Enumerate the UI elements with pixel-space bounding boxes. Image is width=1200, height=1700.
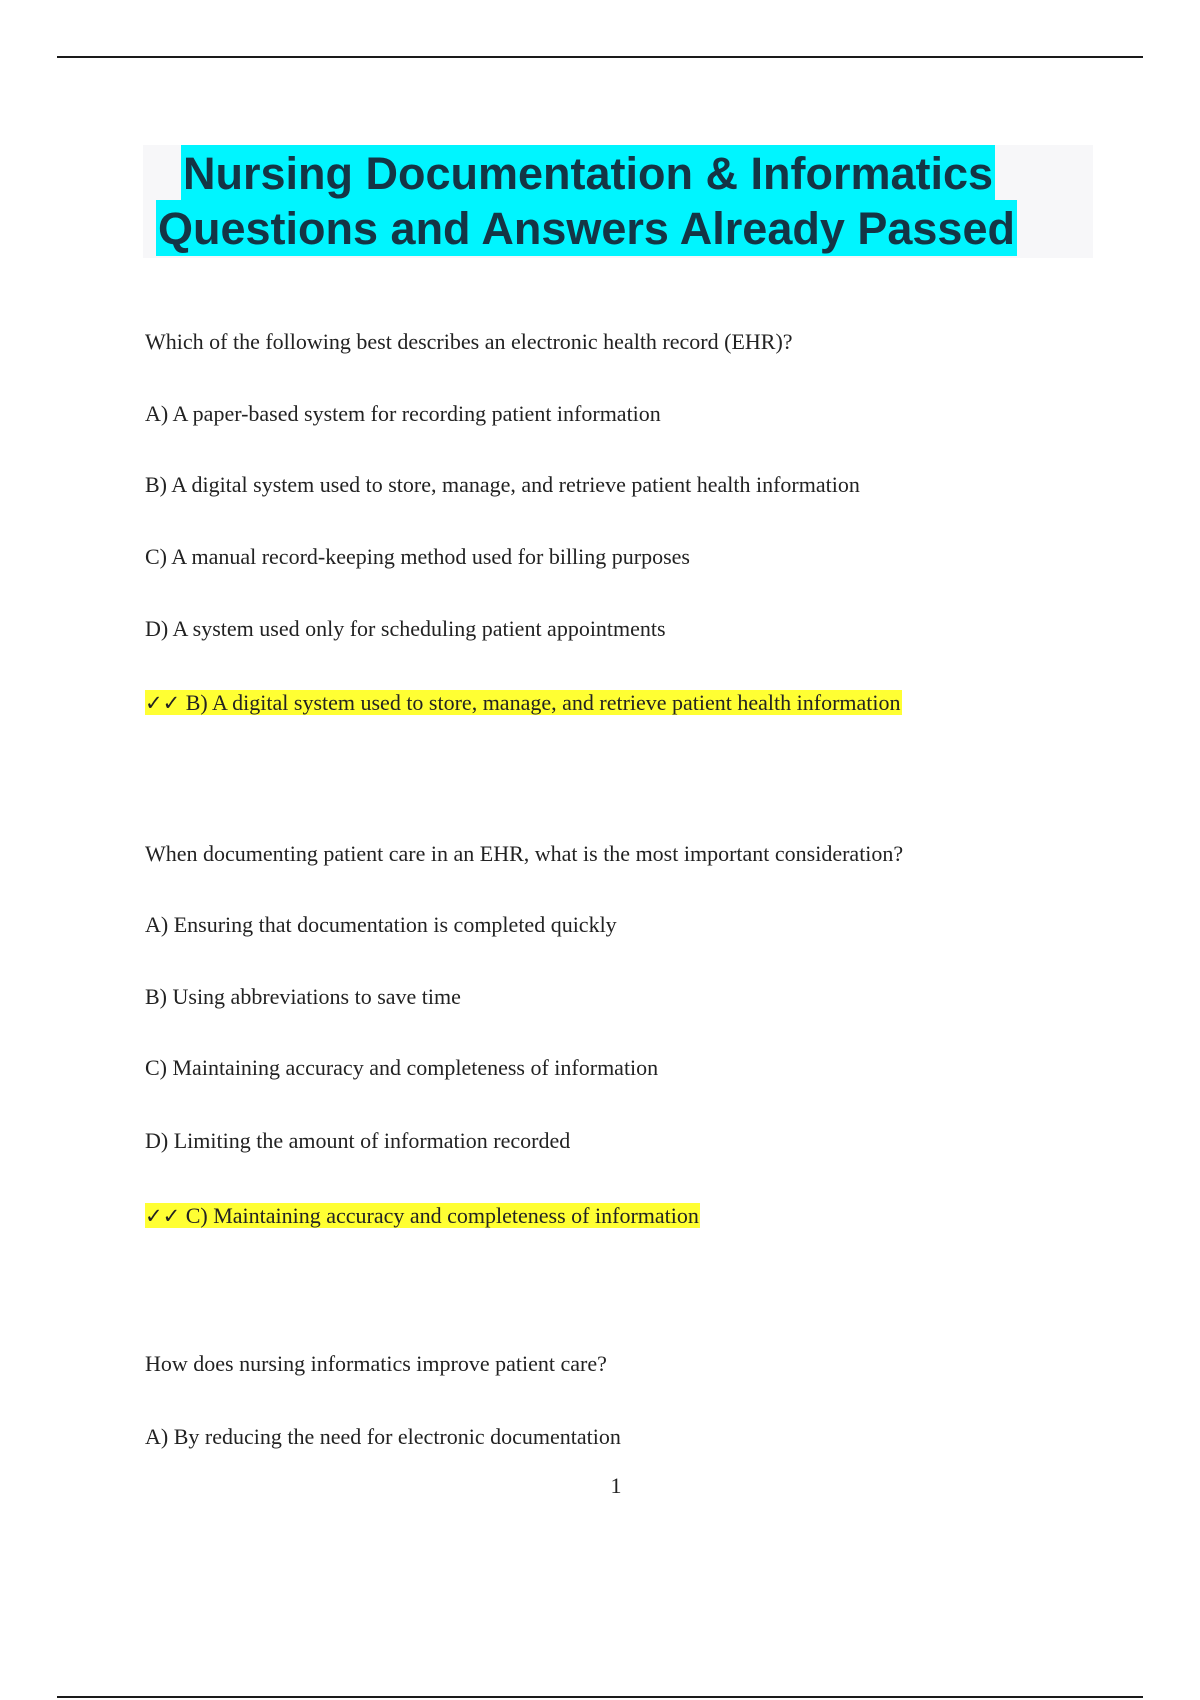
option-d: D) A system used only for scheduling patient appointments — [145, 616, 666, 641]
option-b: B) A digital system used to store, manage, and retrieve patient health information — [145, 472, 860, 497]
page-number: 1 — [610, 1473, 622, 1498]
question-text: When documenting patient care in an EHR, what is the most important consideration? — [145, 841, 904, 866]
question-text: How does nursing informatics improve patient care? — [145, 1351, 607, 1376]
answer-highlight — [145, 1203, 700, 1228]
question-text: Which of the following best describes an electronic health record (EHR)? — [145, 329, 793, 354]
title-line-2: Questions and Answers Already Passed — [156, 200, 1017, 256]
option-a: A) A paper-based system for recording patient information — [145, 401, 661, 426]
answer-highlight — [145, 690, 902, 715]
answer-text: B) A digital system used to store, manage, and retrieve patient health information — [185, 690, 901, 715]
header-rule — [57, 56, 1143, 58]
double-check-icon: ✓✓ — [145, 1204, 181, 1228]
footer-rule — [57, 1696, 1143, 1698]
correct-answer — [145, 689, 902, 717]
correct-answer — [145, 1202, 700, 1230]
option-a: A) Ensuring that documentation is completed quickly — [145, 912, 617, 937]
option-c: C) Maintaining accuracy and completeness of information — [145, 1055, 659, 1080]
answer-text: C) Maintaining accuracy and completeness of information — [185, 1203, 699, 1228]
option-a: A) By reducing the need for electronic documentation — [145, 1424, 621, 1449]
option-d: D) Limiting the amount of information recorded — [145, 1128, 571, 1153]
double-check-icon: ✓✓ — [145, 691, 181, 715]
title-line-1: Nursing Documentation & Informatics — [181, 145, 995, 201]
option-b: B) Using abbreviations to save time — [145, 984, 461, 1009]
document-title — [143, 145, 1093, 258]
option-c: C) A manual record-keeping method used for billing purposes — [145, 544, 690, 569]
